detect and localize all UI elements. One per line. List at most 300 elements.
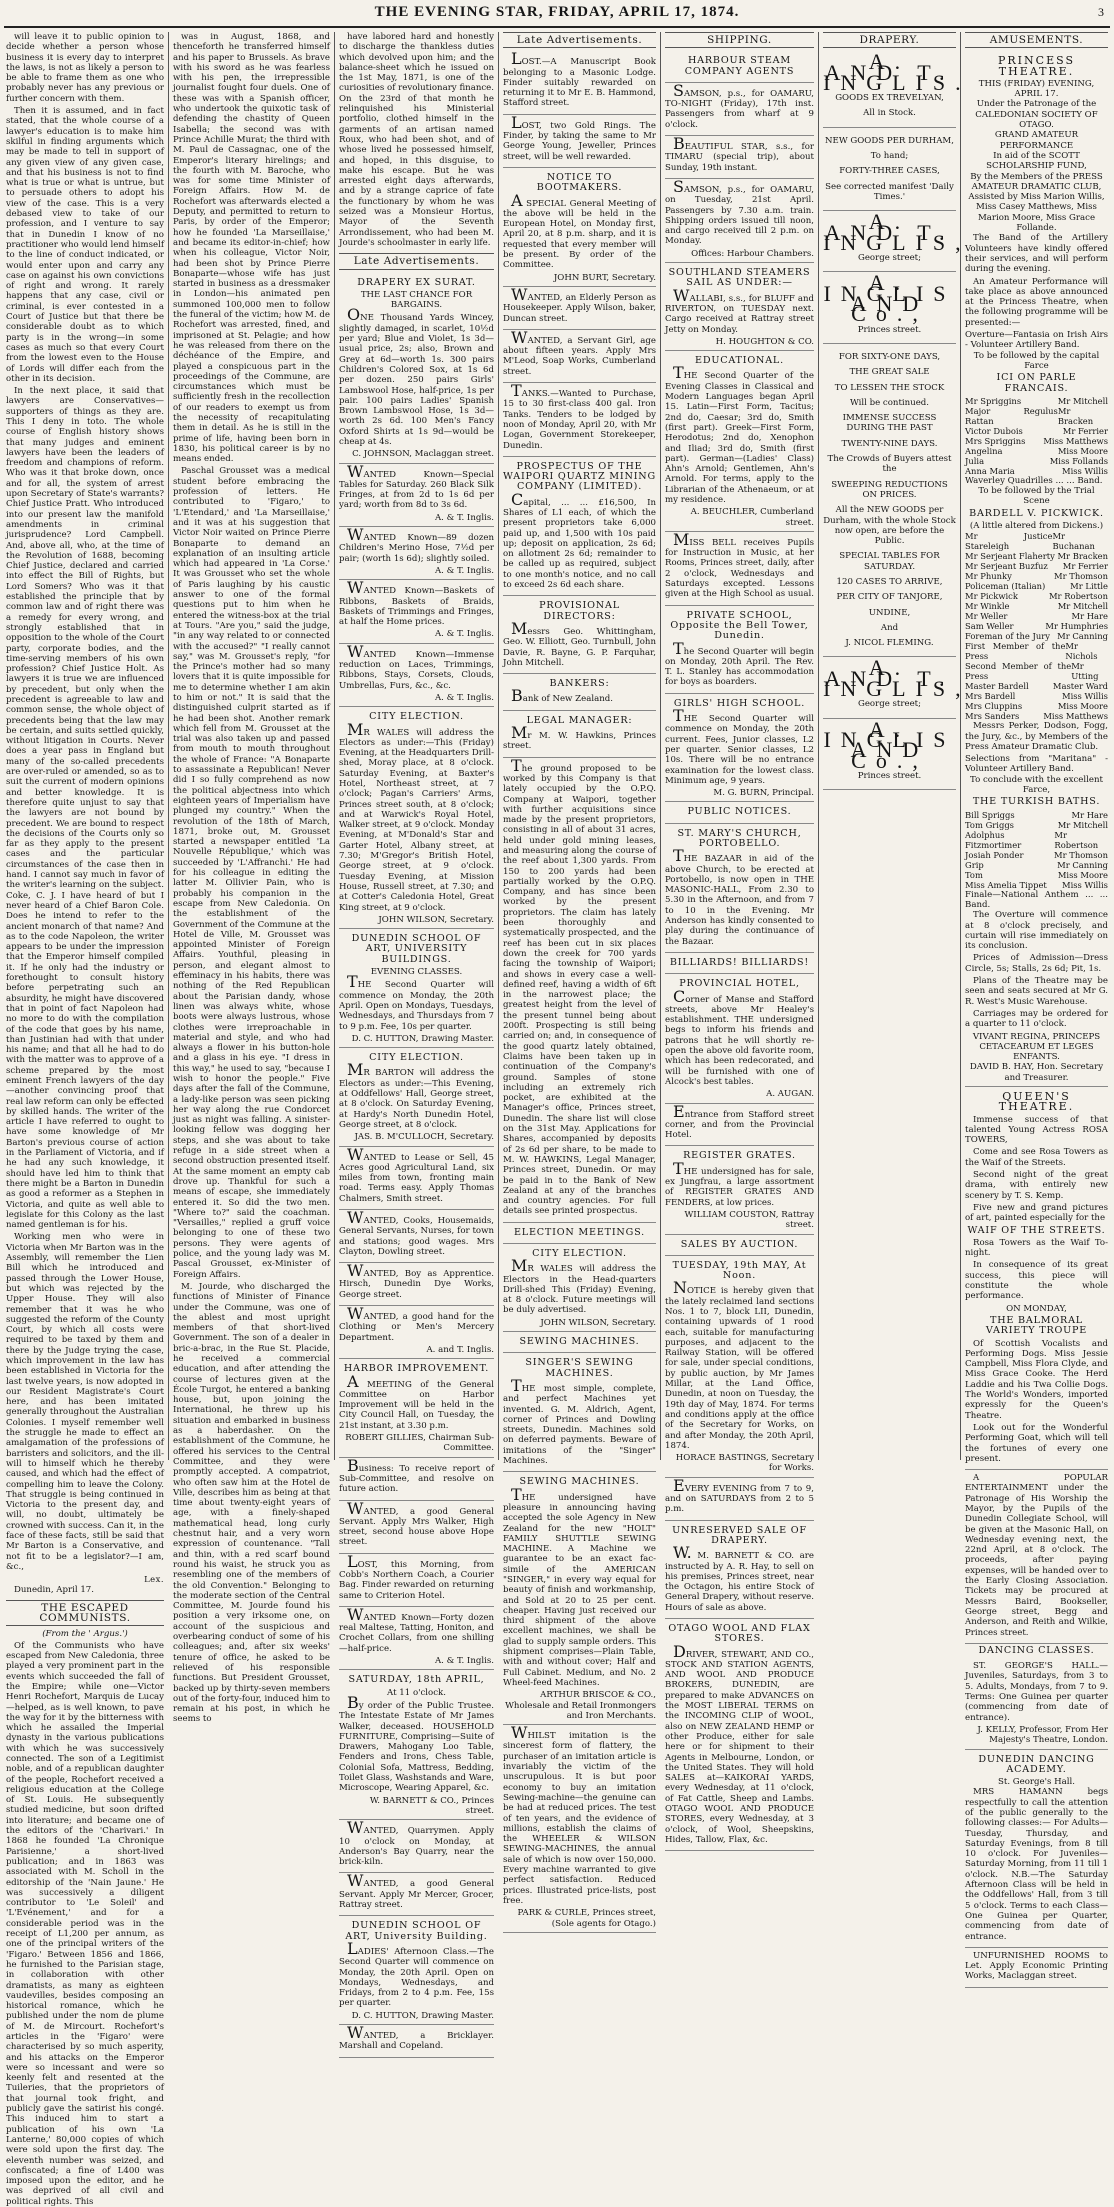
theatre-assisted: Assisted by Miss Marion Willis, Miss Casey Matthews, Miss Marion Moore, Miss Grace Follande. <box>968 192 1105 234</box>
classified-ad <box>665 1619 814 1851</box>
cast-role: Angelina <box>965 445 1003 456</box>
drapery-line: THE GREAT SALE <box>849 367 930 378</box>
drapery-line: 120 CASES TO ARRIVE, <box>836 576 943 587</box>
ad-heading: EDUCATIONAL. <box>695 355 784 367</box>
theatre-patronage: Under the Patronage of the CALEDONIAN SOCIETY OF OTAGO. <box>975 99 1098 131</box>
classified-ad <box>665 1235 814 1256</box>
ad-subheading: EVENING CLASSES. <box>370 967 463 978</box>
theatre-line: Second night of the great drama, with entirely new scenery by T. S. Kemp. <box>965 1170 1108 1201</box>
play-title: BARDELL V. PICKWICK. <box>969 507 1104 519</box>
cast-row <box>965 396 1108 406</box>
ad-body: NOTICE is hereby given that the lately reclaimed land sections Nos. 1 to 7, block LII, Dunedin, containing upwards of 1 rood each, suitable for manufacturing purposes, and adjacent to the Railway Station, will be offered for sale, under special conditions, by public auction, by Mr James Millar, at the Land Office, Dunedin, at noon on Tuesday, the 19th day of May, 1874. For terms and conditions apply at the office of the Secretary for Works, on and after Monday, the 20th April, 1874. <box>665 1278 814 1451</box>
ad-body: Corner of Manse and Stafford streets, above Mr Healey's establishment. THE undersigned begs to inform his friends and patrons that he will shortly re-open the above old favorite room, which has been redecorated, and will be furnished with one of Alcock's best tables. <box>665 986 814 1087</box>
ad-body: WHILST imitation is the sincerest form of flattery, the purchaser of an imitation article is invariably the victim of the unscrupulous. It is but poor economy to buy an imitation Sewing-machine—the genuine can be had at reduced prices. The test of ten years, and the evidence of millions, establish the claims of the WHEELER & WILSON SEWING-MACHINES, the annual sale of which is now over 150,000. Every machine warranted to give perfect satisfaction. Reduced prices. Illustrated price-lists, post free. <box>503 1723 656 1906</box>
ad-body: Entrance from Stafford street corner, and from the Provincial Hotel. <box>665 1101 814 1141</box>
ad-signature: WILLIAM COUSTON, Rattray street. <box>684 1209 814 1231</box>
ad-body: WANTED, Quarrymen. Apply 10 o'clock on Monday, at Anderson's Bay Quarry, near the brick-kiln. <box>339 1818 494 1868</box>
drapery-line: All in Stock. <box>863 108 916 119</box>
section-heading: Late Advertisements. <box>339 253 494 269</box>
ad-heading: REGISTER GRATES. <box>683 1150 796 1162</box>
cast-row <box>965 561 1108 571</box>
ad-heading: SALES BY AUCTION. <box>680 1238 799 1250</box>
ad-signature: HORACE BASTINGS, Secretary for Works. <box>675 1453 814 1474</box>
ad-signature: ARTHUR BRISCOE & CO., Wholesale and Retail Ironmongers and Iron Merchants. <box>505 1690 656 1721</box>
classified-ad <box>665 176 814 263</box>
cast-actor: Miss Matthews <box>1043 435 1108 446</box>
classified-ad <box>339 1048 494 1146</box>
ad-heading: SOUTHLAND STEAMERS SAIL AS UNDER:— <box>668 267 811 289</box>
ad-body: ONE Thousand Yards Wincey, slightly damaged, in scarlet, 10½d per yard; Blue and Violet, 1s 3d—usual price, 2s; also, Brown and Grey at 6d—worth 1s. 300 pairs Children's Colored Sox, at 1s 6d per dozen. 250 pairs Girls' Lambswool Hose, half-price, 1s per pair. 100 pairs Ladies' Spanish Brown Lambswool Hose, 1s 3d—worth 2s 6d. 100 Men's Fancy Oxford Shirts at 1s 9d—would be cheap at 4s. <box>339 305 494 447</box>
theatre-line: Look out for the Wonderful Performing Goat, which will tell the fortunes of every one present. <box>965 1422 1108 1464</box>
cast-row <box>965 611 1108 621</box>
ad-subheading: THE LAST CHANCE FOR BARGAINS. <box>360 289 473 311</box>
drapery-line: George street; <box>857 699 922 710</box>
classified-ad <box>339 527 494 580</box>
column-rule <box>660 32 661 1460</box>
cast-actor: Mr Nichols <box>1065 641 1098 662</box>
ad-heading: CITY ELECTION. <box>532 1247 627 1259</box>
ad-heading: SINGER'S SEWING MACHINES. <box>525 1357 634 1379</box>
drapery-line: TWENTY-NINE DAYS. <box>841 438 938 449</box>
programme-intro: To be followed by the capital Farce <box>973 350 1100 371</box>
drapery-block <box>823 209 971 272</box>
ad-body: WANTED Known—Immense reduction on Laces, Trimmings, Ribbons, Stays, Corsets, Clouds, Umbrellas, Furs, &c., &c. <box>339 641 494 691</box>
cast-role: Mrs Spriggins <box>965 435 1026 446</box>
theatre-motto: VIVANT REGINA, PRINCEPS CETACEARUM ET LEGES ENFANTS. <box>972 1031 1101 1063</box>
cast-role: Josiah Ponder <box>965 849 1024 860</box>
classified-ad <box>665 1146 814 1234</box>
ad-list <box>503 51 656 1933</box>
ad-body: THE Second Quarter of the Evening Classes in Classical and Modern Languages began April 15. Latin—First Form, Tacitus; 2nd do, Caesar; 3rd do, Smith (first part). Greek—First Form, Herodotus; 2nd do, Xenophon and Iliad; 3rd do, Smith (first part). German—(Ladies' Class) Ahn's Arnold; Gentlemen, Ahn's Arnold. For terms, apply to the Librarian of the Athenaeum, or at my residence. <box>665 363 814 505</box>
theatre-note: Carriages may be ordered for a quarter to 11 o'clock. <box>965 1008 1108 1030</box>
theatre-note: The Band of the Artillery Volunteers have kindly offered their services, and will perform during the evening. <box>965 233 1108 275</box>
cast-role: Mrs Cluppins <box>965 701 1023 712</box>
column-1 <box>6 32 164 2207</box>
play-subtitle: (A little altered from Dickens.) <box>969 520 1104 531</box>
drapery-block <box>823 128 956 211</box>
ad-heading: CITY ELECTION. <box>369 1052 464 1064</box>
ad-heading: BILLIARDS! BILLIARDS! <box>669 956 810 968</box>
masthead <box>4 2 1110 28</box>
theatre-line: Of Scottish Vocalists and Performing Dogs. Miss Jessie Campbell, Miss Flora Clyde, and Miss Grace Cooke. The Herd Laddie and his Twa Collie Dogs. The World's Wonders, imported expressly for the Queen's Theatre. <box>965 1338 1108 1421</box>
cast-actor: Mr Thomson <box>1054 571 1108 582</box>
ad-heading: ELECTION MEETINGS. <box>514 1226 645 1238</box>
cast-role: Adolphus Fitzmortimer <box>965 829 1022 850</box>
cast-row <box>965 641 1108 661</box>
drapery-line: NEW GOODS PER DURHAM, <box>825 135 954 146</box>
cast-role: Master Bardell <box>965 681 1029 692</box>
cast-actor: Mr Mitchell <box>1057 395 1108 406</box>
cast-role: Second Member of the Press <box>965 661 1072 682</box>
cast-row <box>965 436 1108 446</box>
article-paragraph: Working men who were in Victoria when Mr Barton was in the Assembly, will remember the Lien Bill which he introduced and passed through the Lower House, but which was rejected by the Upper House. They will also remember that it was he who suggested the reform of the County Court, by which all costs were required to be taxed by them and there by the Judge trying the case, which improvement in the law has been established in Victoria for the last twelve years, is now adopted in our Resident Magistrate's Court here, and has been imitated generally throughout the Australian Colonies. I myself remember well the struggle he made to effect an amalgamation of the professions of barristers and solicitors, and the ill-will to himself which he thereby caused, and which had the effect of compelling him to leave the Colony. That struggle is being continued in Victoria to the present day, and will, no doubt, ultimately be crowned with success. Can it, in the face of these facts, still be said that Mr Barton is a Conservative, and not fit to be a legislator?—I am, &c., <box>6 1232 164 1572</box>
ad-body: WANTED, a Servant Girl, age about fifteen years. Apply Mrs M'Leod, Soap Works, Cumberland street. <box>503 327 656 377</box>
theatre-line: In consequence of its great success, this piece will constitute the whole performance. <box>965 1260 1108 1302</box>
cast-actor: Mr Thomson <box>1054 849 1108 860</box>
cast-actor: Mr Bracken <box>1057 551 1108 562</box>
cast-actor: Mr Little <box>1070 581 1108 592</box>
classified-ad <box>339 1873 494 1916</box>
classified-ad <box>665 694 814 803</box>
cast-role: Major Regulus Rattan <box>965 405 1058 426</box>
cast-role: Tom Griggs <box>965 819 1014 830</box>
ad-body: WALLABI, s.s., for BLUFF and RIVERTON, on TUESDAY next. Cargo received at Rattray street Jetty on Monday. <box>665 285 814 335</box>
ad-body: UNFURNISHED ROOMS to Let. Apply Economic Printing Works, Maclaggan street. <box>965 1950 1108 1982</box>
ad-body: WANTED, a Bricklayer. Marshall and Copeland. <box>339 2022 494 2052</box>
ad-list <box>339 273 494 2058</box>
cast-row <box>965 591 1108 601</box>
theatre-title: PRINCESS THEATRE. <box>998 54 1075 78</box>
ad-body: BEAUTIFUL STAR, s.s., for TIMARU (special trip), about Sunday, 19th instant. <box>665 134 814 173</box>
cast-actor: Mr Ferrier <box>1062 561 1108 572</box>
cast-list <box>965 810 1108 890</box>
ad-signature: JOHN WILSON, Secretary. <box>378 914 494 925</box>
drapery-line: J. NICOL FLEMING. <box>845 638 934 649</box>
cast-actor: Mr Canning <box>1057 631 1108 642</box>
ad-body: WANTED, a good General Servant. Apply Mr Mercer, Grocer, Rattray street. <box>339 1871 494 1911</box>
ad-signature: A. & T. Inglis. <box>434 1656 494 1667</box>
ad-body: THE Second Quarter will commence on Monday, the 20th April. Open on Mondays, Tuesdays, Wednesdays, and Thursdays from 7 to 9 p.m. Fee, 10s per quarter. <box>339 972 494 1032</box>
classified-ad <box>665 1101 814 1147</box>
programme-item: Overture—Fantasia on Irish Airs - Volunteer Artillery Band. <box>965 330 1108 351</box>
cast-role: Mrs Bardell <box>965 691 1016 702</box>
classified-ad <box>339 641 494 707</box>
classified-ad <box>339 1498 494 1554</box>
ad-body: DRIVER, STEWART, AND CO., STOCK AND STATION AGENTS, AND WOOL AND PRODUCE BROKERS, DUNEDIN, are prepared to make ADVANCES on the MOST LIBERAL TERMS on the INCOMING CLIP of WOOL, also on NEW ZEALAND HEMP or other Produce, either for sale here or for shipment to their Agents in Melbourne, London, or the United States. They will hold SALES at—KAIKORAI YARDS, every Wednesday, at 11 o'clock, of Fat Cattle, Sheep and Lambs. OTAGO WOOL AND PRODUCE STORES, every Wednesday, at 3 o'clock, of Wool, Sheepskins, Hides, Tallow, Flax, &c. <box>665 1641 814 1845</box>
ad-heading: SEWING MACHINES. <box>519 1336 640 1348</box>
article-paragraph: have labored hard and honestly to discharge the thankless duties which devolved upon him; and the balance-sheet which he issued on the 1st May, 1871, is one of the curiosities of revolutionary finance. On the 23rd of that month he relinquished his Ministerial portfolio, clothed himself in the garments of an artisan named Roux, who had been shot, and of whose lived he possessed himself, and hoped, in this disguise, to make his escape. But he was arrested eight days afterwards, and by a strange caprice of fate the functionary by whom he was seized was a Monsieur Hortus, Mayor of the Seventh Arrondissement, who had been M. Jourde's schoolmaster in early life. <box>339 32 494 248</box>
classified-ad <box>503 1725 656 1933</box>
cast-role: Sam Weller <box>965 621 1014 632</box>
ad-heading: PROSPECTUS OF THE WAIPORI QUARTZ MINING COMPANY (LIMITED). <box>503 460 656 493</box>
programme-item: Waverley Quadrilles ... ... Band. <box>965 475 1103 486</box>
classified-ad <box>503 457 656 597</box>
ad-body: The Second Quarter will begin on Monday, 20th April. The Rev. T. L. Stanley has accommodation for boys as boarders. <box>665 638 814 688</box>
theatre-note: Plans of the Theatre may be seen and seats secured at Mr G. R. West's Music Warehouse. <box>965 976 1108 1007</box>
column-4 <box>503 32 656 1929</box>
theatre-line: Immense success of that talented Young Actress ROSA TOWERS, <box>965 1114 1108 1146</box>
column-rule <box>334 32 335 1460</box>
cast-role: Mrs Sanders <box>965 711 1020 722</box>
drapery-line: Princes street. <box>857 770 922 781</box>
classified-ad <box>339 1820 494 1873</box>
article-heading: THE ESCAPED COMMUNISTS. <box>6 1600 164 1627</box>
cast-row <box>965 711 1108 721</box>
column-rule <box>818 32 819 1460</box>
column-3 <box>339 32 494 2052</box>
ad-body: THE most simple, complete, and perfect Machines yet invented. G. M. Aldrich, Agent, corner of Princes and Dowling streets, Dunedin. Machines sold on deferred payments. Beware of imitations of the "Singer" Machines. <box>503 1375 656 1467</box>
ad-body: WANTED Known—89 dozen Children's Merino Hose, 7½d per pair; (worth 1s 6d); slightly soiled. <box>339 525 494 564</box>
classified-ad <box>339 2022 494 2058</box>
ad-signature: A. & T. Inglis. <box>434 512 494 523</box>
ad-body: MR WALES will address the Electors as under:—This (Friday) Evening, at the Headquarters Drill-shed, Moray place, at 8 o'clock. Saturday Evening, at Baxter's Hotel, Northeast street, at 7 o'clock; Pagan's Carriers' Arms, Princes street south, at 8 o'clock; and at Warwick's Royal Hotel, Walker street, at 9 o'clock. Monday Evening, at M'Donald's Star and Garter Hotel, Albany street, at 7.30; M'Gregor's British Hotel, George street, at 9 o'clock. Tuesday Evening, at Mission House, Russell street, at 7.30; and at Cotter's Caledonia Hotel, Great King street, at 9 o'clock. <box>339 719 494 913</box>
drapery-line: TO LESSEN THE STOCK <box>834 382 945 393</box>
article-paragraph: was in August, 1868, and thenceforth he transferred himself and his paper to Brussels. As brave with his sword as he was fearless with his pen, the irrepressible journalist fought four duels. One of these was with a Spanish officer, who undertook the quixotic task of defending the chastity of Queen Isabella; the second was with Prince Achille Murat; the third with M. Paul de Cassagnac, one of the Emperor's literary hirelings; and the fourth with M. Baroche, who was for some time Minister of Foreign Affairs. How M. de Rochefort was afterwards elected a Deputy, and permitted to return to Paris, by order of the Emperor; how he founded 'La Marseillaise,' and became its editor-in-chief; how when his colleague, Victor Noir, had been shot by Prince Pierre Bonaparte—whose wife has just started in business as a dressmaker in London—his animated pen summoned 100,000 men to follow the funeral of the victim; how M. de Rochefort was arrested, fined, and imprisoned at St. Pelagie; and how he was released from there on the déchéance of the Empire, and played a conspicuous part in the proceedings of the Commune, are circumstances which must be sufficiently fresh in the recollection of our readers to exempt us from the necessity of recapitulating them in detail. As he is still in the prime of life, having been born in 1830, his political career is by no means ended. <box>173 32 330 465</box>
classified-ad <box>339 1306 494 1359</box>
ad-body: Messrs Geo. Whittingham, Geo. W. Elliott, Geo. Turnbull, John Davie, R. Bayne, G. P. Farquhar, John Mitchell. <box>503 618 656 668</box>
cast-role: Mr Phunky <box>965 571 1012 582</box>
cast-actor: Mr Mitchell <box>1057 819 1108 830</box>
column-7 <box>965 32 1108 1982</box>
ad-body: MR BARTON will address the Electors as under:—This Evening, at Oddfellows' Hall, George street, at 8 o'clock. On Saturday Evening, at Hardy's North Dunedin Hotel, George street, at 8 o'clock. <box>339 1060 494 1130</box>
letter-signature: Lex. <box>144 1574 164 1585</box>
classified-ad <box>339 929 494 1048</box>
cast-row <box>965 466 1108 476</box>
drapery-line: FOR SIXTY-ONE DAYS, <box>838 351 941 362</box>
theatre-line: Come and see Rosa Towers as the Waif of the Streets. <box>965 1147 1108 1168</box>
ad-body: WANTED Known—Special Tables for Saturday. 260 Black Silk Fringes, at from 2d to 1s 6d per yard; worth from 8d to 3s 6d. <box>339 461 494 511</box>
classified-ad <box>503 711 656 758</box>
ad-heading: PROVINCIAL HOTEL, <box>679 978 800 990</box>
programme-item: Messrs Perker, Dodson, Fogg, the Jury, &c., by Members of the Press Amateur Dramatic Club. <box>965 721 1108 752</box>
ad-body: WANTED, a good General Servant. Apply Mrs Walker, High street, second house above Hope street. <box>339 1498 494 1548</box>
classified-ad <box>339 273 494 464</box>
drapery-block <box>823 344 956 658</box>
ad-list <box>665 51 814 1851</box>
article-source: (From the ' Argus.') <box>42 1629 128 1640</box>
ad-body: WANTED to Lease or Sell, 45 Acres good Agricultural Land, six miles from town, fronting main road. Terms easy. Apply Thomas Chalmers, Smith street. <box>339 1144 494 1204</box>
ad-signature: JOHN BURT, Secretary. <box>553 272 656 283</box>
classified-ad <box>339 1207 494 1263</box>
ad-body: A MEETING of the General Committee on Harbor Improvement will be held in the City Council Hall, on Tuesday, the 21st instant, at 3.30 p.m. <box>339 1371 494 1431</box>
cast-role: Foreman of the Jury <box>965 631 1051 642</box>
column-5 <box>665 32 814 1845</box>
classified-ad <box>503 1332 656 1353</box>
cast-role: Anna Maria <box>965 465 1015 476</box>
drapery-firm-name: A. AND T. INGLIS, <box>823 655 971 702</box>
classified-ad <box>665 263 814 351</box>
classified-ad <box>503 112 656 168</box>
classified-ad <box>503 284 656 330</box>
ad-signature: DAVID B. HAY, Hon. Secretary and Treasurer. <box>969 1062 1104 1083</box>
cast-actor: Mr Ferrier <box>1062 425 1108 436</box>
ad-signature: A. & T. Inglis. <box>434 692 494 703</box>
article-paragraph: Of the Communists who have escaped from New Caledonia, three played a very prominent part in the events which succeeded the fall of the Empire; while one—Victor Henri Rochefort, Marquis de Lucay—helped, as is well known, to pave the way for it by the bitterness with which he assailed the Imperial dynasty in the various publications with which he was successively connected. The son of a Legitimist noble, and of a republican daughter of the people, Rochefort received a religious education at the College of St. Louis. He subsequently studied medicine, but soon drifted into literature; and became one of the editors of the 'Charivari.' In 1868 he founded 'La Chronique Parisienne,' a short-lived publication; and in 1863 was associated with M. Scholl in the editorship of the 'Nain Jaune.' He was successively a diligent contributor to 'Le Soleil' and 'L'Evénement,' and for a considerable period was in the receipt of L1,200 per annum, as one of the principal writers of the 'Figaro.' Between 1856 and 1866, he furnished to the Parisian stage, in collaboration with other dramatists, as many as eighteen vaudevilles, besides composing an historical romance, which he published under the nom de plume of M. de Mircourt. Rochefort's articles in the 'Figaro' were characterised by so much asperity, and his attacks on the Emperor were so incessant and were so keenly felt and resented at the Tuileries, that the proprietors of that journal took fright, and publicly gave the satirist his congé. This induced him to start a publication of his own 'La Lanterne,' 80,000 copies of which were sold upon the first day. The eleventh number was seized, and confiscated; a fine of L400 was imposed upon the editor, and he was deprived of all civil and political rights. This <box>6 1640 164 2207</box>
classified-ad <box>339 580 494 643</box>
ad-body: THE undersigned has for sale, ex Jungfrau, a large assortment of REGISTER GRATES AND FENDERS, at low prices. <box>665 1158 814 1208</box>
ad-body: MISS BELL receives Pupils for Instruction in Music, at her Rooms, Princes street, daily, after 2 o'clock, Wednesdays and Saturdays excepted. Lessons given at the High School as usual. <box>665 529 814 600</box>
ad-signature: C. JOHNSON, Maclaggan street. <box>352 449 494 460</box>
classified-ad <box>339 1263 494 1306</box>
cast-row <box>965 681 1108 691</box>
cast-row <box>965 870 1108 880</box>
ad-signature: ROBERT GILLIES, Chairman Sub-Committee. <box>345 1433 494 1454</box>
ad-body: W. M. BARNETT & CO. are instructed by A. R. Hay, to sell on his premises, Princes street, near the Octagon, his entire Stock of General Drapery, without reserve. Hours of sale as above. <box>665 1543 814 1613</box>
classified-ad <box>503 327 656 383</box>
theatre-aid: In aid of the SCOTT SCHOLARSHIP FUND, <box>986 150 1087 172</box>
cast-row <box>965 810 1108 820</box>
ad-heading: DUNEDIN SCHOOL OF ART, University Building. <box>345 1920 488 1942</box>
dancing-academy-ad <box>965 1750 1108 1948</box>
classified-ad <box>339 1455 494 1501</box>
ad-heading: PRIVATE SCHOOL, Opposite the Bell Tower, Dunedin. <box>670 609 809 642</box>
classified-ad <box>503 1353 656 1472</box>
ad-body: A POPULAR ENTERTAINMENT under the Patronage of His Worship the Mayor, by the Pupils of the Dunedin Collegiate School, will be given at the Masonic Hall, on Wednesday evening next, the 22nd April, at 8 o'clock. The proceeds, after paying expenses, will be handed over to the Early Closing Association. Tickets may be procured at Messrs Baird, Bookseller, George street, Begg and Anderson, and Reith and Wilkie, Princes street. <box>965 1473 1108 1638</box>
article-paragraph: Then it is assumed, and in fact stated, that the whole course of a lawyer's education is to make him skilful in finding arguments which may be made to tell in support of any given view of any given case, and that his business is not to find what is true or what is untrue, but to persuade others to adopt his view of the case. This is a very debased view to take of our profession, and I venture to say that in Dunedin I know of no practitioner who would lend himself to the line of conduct indicated, or would enter upon and carry any case on against his own convictions of right and wrong. It rarely happens that any case, civil or criminal, is ever contested in a Court of Justice but that there be considerable doubt as to which party is in the wrong—in some cases as much so that every Court from the lowest even to the House of Lords will differ each from the other in its decision. <box>6 106 164 384</box>
classified-ad <box>665 824 814 953</box>
play-title: THE TURKISH BATHS. <box>972 796 1101 808</box>
classified-ad <box>665 974 814 1103</box>
theatre-line: ON MONDAY, <box>1006 1303 1067 1314</box>
ad-signature: JOHN WILSON, Secretary. <box>540 1317 656 1328</box>
masthead-title: THE EVENING STAR, FRIDAY, APRIL 17, 1874. <box>374 4 740 20</box>
drapery-line: And <box>880 622 899 633</box>
cast-actor: Miss Willis <box>1062 691 1108 702</box>
entertainment-ad <box>965 1470 1108 1644</box>
column-2 <box>173 32 330 1725</box>
theatre-ad <box>965 1087 1108 1470</box>
ad-heading: DANCING CLASSES. <box>978 1644 1095 1656</box>
cast-actor: Mr Robertson <box>1048 591 1108 602</box>
cast-actor: Mr Mitchell <box>1057 601 1108 612</box>
cast-actor: Mr Canning <box>1057 859 1108 870</box>
ad-signature: PARK & CURLE, Princes street, (Sole agents for Otago.) <box>517 1908 656 1929</box>
classified-ad <box>503 1223 656 1244</box>
ad-subheading: At 11 o'clock. <box>387 1687 446 1698</box>
cast-row <box>965 456 1108 466</box>
ad-body: TANKS.—Wanted to Purchase, 15 to 30 first-class 400 gal. Iron Tanks. Tenders to be lodged by noon of Monday, April 20, with Mr Logan, Government Storekeeper, Dunedin. <box>503 381 656 451</box>
drapery-line: See corrected manifest 'Daily Times.' <box>825 181 954 202</box>
ad-body: The ground proposed to be worked by this Company is that lately occupied by the O.P.Q. Company at Waipori, together with further acquisitions since made by the present proprietors, consisting in all of about 31 acres, held under gold mining leases, and measuring along the course of the reef about 1,300 yards. From 150 to 200 yards had been partially worked by the O.P.Q. Company, and has since been worked by the present proprietors. The claim has lately been thoroughly and systematically prospected, and the reef has been cut in six places down the creek for 700 yards facing the township of Waipori; and shows in every case a well-defined reef, having a width of 6ft in the narrowest place; the greatest height from the level of the present tunnel being about 200ft. Prospecting is still being carried on; and, in consequence of the good quartz lately obtained, Claims have been taken up in continuation of the Company's ground. Samples of stone including an extremely rich pocket, are exhibited at the Manager's office, Princes street, Dunedin. The share list will close on the 31st May. Applications for Shares, accompanied by deposits of 2s 6d per share, to be made to M. W. HAWKINS, Legal Manager, Princes street, Dunedin. Or may be paid in to the Bank of New Zealand at any of the branches and country agencies. For full details see printed prospectus. <box>503 755 656 1217</box>
ad-heading: HARBOR IMPROVEMENT. <box>343 1363 490 1375</box>
theatre-ad <box>965 51 1108 1087</box>
cast-list <box>965 531 1108 721</box>
ad-body: Bank of New Zealand. <box>511 686 613 706</box>
drapery-block <box>823 716 956 790</box>
classified-ad <box>339 1604 494 1670</box>
classified-ad <box>339 1144 494 1210</box>
ad-body: WANTED, Cooks, Housemaids, General Servants, Nurses, for town and stations; good wages. Mrs Clayton, Dowling street. <box>339 1207 494 1257</box>
play-title: ICI ON PARLE FRANCAIS. <box>996 372 1077 394</box>
drapery-block <box>823 49 971 127</box>
ad-body: LOST, this Morning, from Cobb's Northern Coach, a Courier Bag. Finder rewarded on returning same to Criterion Hotel. <box>339 1551 494 1601</box>
cast-role: Policeman (Italian) <box>965 581 1046 592</box>
cast-row <box>965 631 1108 641</box>
cast-row <box>965 406 1108 426</box>
ad-signature: Offices: Harbour Chambers. <box>691 248 814 259</box>
classified-ad <box>665 136 814 179</box>
cast-role: Miss Amelia Tippet <box>965 879 1047 890</box>
ad-signature: D. C. HUTTON, Drawing Master. <box>351 2010 494 2021</box>
cast-row <box>965 691 1108 701</box>
ad-signature: W. BARNETT & CO., Princes street. <box>369 1795 494 1816</box>
ad-body: Capital, ... ... £16,500, In Shares of L1 each, of which the present proprietors take 6,000 paid up, and 1,500 with 10s paid up; deposit on application, 2s 6d; on allotment 2s 6d; remainder to be called up as required, subject to one month's notice, and no call to exceed 2s 6d each share. <box>503 489 656 591</box>
drapery-line: All the NEW GOODS per Durham, with the whole Stock now open, are before the Public. <box>823 505 956 547</box>
theatre-date: THIS (FRIDAY) EVENING, APRIL 17. <box>978 78 1095 100</box>
ad-heading: ST. MARY'S CHURCH, PORTOBELLO. <box>677 827 802 849</box>
column-rule <box>168 32 169 1460</box>
theatre-by: By the Members of the PRESS AMATEUR DRAMATIC CLUB, <box>970 171 1103 192</box>
cast-actor: Mr Humphries <box>1045 621 1108 632</box>
drapery-line: George street; <box>857 253 922 264</box>
column-6 <box>823 32 971 1460</box>
drapery-firm-name: A. AND T. INGLIS, <box>823 209 971 255</box>
cast-role: Mr Serjeant Flaherty <box>965 551 1055 562</box>
ad-body: Mr M. W. Hawkins, Princes street. <box>503 723 656 752</box>
cast-actor: Mr Buchanan <box>1052 531 1095 552</box>
ad-heading: SATURDAY, 18th APRIL, <box>348 1674 485 1686</box>
drapery-block <box>823 655 971 718</box>
ad-heading: CITY ELECTION. <box>369 711 464 723</box>
ad-body: Business: To receive report of Sub-Committee, and resolve on future action. <box>339 1455 494 1495</box>
drapery-line: Will be continued. <box>849 397 930 408</box>
classified-ad <box>503 383 656 457</box>
cast-actor: Mr Hare <box>1071 809 1108 820</box>
cast-role: First Member of the Press <box>965 641 1066 662</box>
section-heading: DRAPERY. <box>823 32 956 48</box>
cast-row <box>965 621 1108 631</box>
ad-body: WANTED, a good hand for the Clothing or Men's Mercery Department. <box>339 1304 494 1343</box>
cast-actor: Mr Robertson <box>1054 829 1099 850</box>
cast-role: Bill Spriggs <box>965 809 1015 820</box>
ad-heading: BANKERS: <box>549 678 610 690</box>
ad-signature: H. HOUGHTON & CO. <box>715 336 814 347</box>
cast-actor: Miss Willis <box>1062 879 1108 890</box>
ad-heading: UNRESERVED SALE OF DRAPERY. <box>672 1524 807 1546</box>
programme-intro: To conclude with the excellent Farce, <box>970 774 1103 796</box>
ad-body: WANTED Known—Forty dozen real Maltese, Tatting, Honiton, and Crochet Collars, from one shilling—half-price. <box>339 1604 494 1654</box>
cast-role: Mr Winkle <box>965 601 1010 612</box>
drapery-line: The Crowds of Buyers attest the <box>827 454 952 475</box>
drapery-firm-name: A. AND T. INGLIS. <box>823 49 971 95</box>
theatre-line: Five new and grand pictures of art, painted especially for the <box>965 1202 1108 1224</box>
ad-heading: GIRLS' HIGH SCHOOL. <box>673 697 806 709</box>
drapery-line: PER CITY OF TANJORE, <box>836 592 943 603</box>
classified-ad <box>339 1551 494 1607</box>
classified-ad <box>665 529 814 606</box>
classified-ad <box>503 755 656 1223</box>
classified-ad <box>503 674 656 711</box>
classified-ad <box>665 1475 814 1521</box>
drapery-line: GOODS EX TREVELYAN, <box>835 93 944 104</box>
classified-ad <box>339 1916 494 2025</box>
cast-role: Mr Spriggins <box>965 395 1022 406</box>
cast-actor: Mr Bracken <box>1057 405 1094 426</box>
ad-heading: DUNEDIN DANCING ACADEMY. <box>978 1753 1095 1775</box>
cast-row <box>965 571 1108 581</box>
ad-body: By order of the Public Trustee. The Intestate Estate of Mr James Walker, deceased. HOUSEHOLD FURNITURE, Comprising—Suite of Drawers, Mahogany Loo Table, Fenders and Irons, Chess Table, Colonial Sofa, Mattress, Bedding, Toilet Glass, Washstands and Ware, Microscope, Wearing Apparel, &c. <box>339 1692 494 1794</box>
ad-signature: A. & T. Inglis. <box>434 565 494 576</box>
classified-ad <box>665 802 814 823</box>
cast-role: Mr Weller <box>965 611 1008 622</box>
classified-ad <box>339 1359 494 1457</box>
cast-actor: Miss Matthews <box>1043 711 1108 722</box>
ad-body: WANTED, an Elderly Person as Housekeeper. Apply Wilson, baker, Duncan street. <box>503 284 656 324</box>
drapery-firm-name: A. INGLIS AND Co., <box>823 716 956 773</box>
cast-row <box>965 601 1108 611</box>
cast-row <box>965 860 1108 870</box>
ad-body: LADIES' Afternoon Class.—The Second Quarter will commence on Monday, the 20th April. Open on Mondays, Wednesdays, and Fridays, from 2 to 4 p.m. Fee, 15s per quarter. <box>339 1938 494 2009</box>
ad-body: WANTED, Boy as Apprentice. Hirsch, Dunedin Dye Works, George street. <box>339 1261 494 1300</box>
article-paragraph: will leave it to public opinion to decide whether a person whose business it is every day to interpret the laws, is not as likely a person to be able to frame them as one who probably never has any previous or further concern with them. <box>6 32 164 104</box>
ad-body: THE Second Quarter will commence on Monday, the 20th current. Fees, Junior classes, L2 per quarter. Senior classes, L2 10s. There will be no entrance examination for the lowest class. Minimum age, 9 years. <box>665 706 814 786</box>
ad-body: MR WALES will address the Electors in the Head-quarters Drill-shed This (Friday) Evening, at 8 o'clock. Future meetings will be duly advertised. <box>503 1256 656 1316</box>
cast-role: Julia <box>965 455 985 466</box>
classified-ad <box>503 168 656 287</box>
ad-signature: J. KELLY, Professor, From Her Majesty's Theatre, London. <box>977 1724 1108 1746</box>
ad-heading: DUNEDIN SCHOOL OF ART, UNIVERSITY BUILDINGS. <box>351 933 482 965</box>
drapery-line: To hand; <box>870 151 909 162</box>
ad-body: ST. GEORGE'S HALL.—Juveniles, Saturdays, from 3 to 5. Adults, Mondays, from 7 to 9. Terms: One Guinea per quarter (commencing from date of entrance). <box>965 1661 1108 1723</box>
section-heading: AMUSEMENTS. <box>965 32 1108 48</box>
ad-subheading: St. George's Hall. <box>998 1777 1075 1788</box>
ad-heading: SEWING MACHINES. <box>519 1476 640 1488</box>
cast-row <box>965 850 1108 860</box>
programme-intro: To be followed by the Trial Scene <box>978 486 1095 507</box>
article-paragraph: In the next place, it said that lawyers are Conservatives—supporters of things as they are. This I deny in toto. The whole course of English history shows that many judges and eminent lawyers have been the leaders of freedom and champions of reform. Who was it that broke down, once and for all, the system of arrest upon Secretary of State's warrants? Chief Justice Pratt. Who introduced into our present law the manifold amendments in criminal jurisprudence? Lord Campbell. And, above all, who, at the time of the Revolution of 1688, becoming Chief Justice, declared and carried into effect the Bill of Rights, but Lord Somers? Who was it that established the principle that by common law and of right there was a remedy for every wrong, and strongly established that in opposition to the whole of the Court party, corporate bodies, and the time-serving members of his own profession? Chief Justice Holt. As lawyers it is true we are influenced by precedent, but only when the precedent is agreeable to law and common sense, the whole object of precedents being that the law may be certain, and suits settled quickly, without litigation in Courts. Never does a year pass in England but many of the so-called precedents are over-ruled or amended, so as to suit the current of modern opinions and better knowledge. It is therefore quite unjust to say that the lawyers are not bound by precedent. We are bound to respect the decisions of the Courts only so far as they apply to the present cases and the particular circumstances of the case then in hand. I cannot say much in favor of the writer's learning on the subject. Coke, C. J. I have heard of but I never heard of a Chief Baron Cole. Does he intend to refer to the ancient monarch of that name? And as to the code Napoleon, the writer appears to be under the impression that the Emperor himself compiled it. If he only had the industry or forethought to consult history before perpetrating such an absurdity, he might have discovered that in point of fact Napoleon had no more to do with the compilation of the code that goes by his name, than Justinian had with that under his name; and that all he had to do with the matter was to approve of a scheme prepared by the most eminent French lawyers of the day—another convincing proof that real law reform can only be effected by skilled hands. The writer of the article I have referred to ought to have some knowledge of Mr Barton's previous course of action in the Parliament of Victoria, and if he had any such knowledge, it should have led him to think that there might be a Barton in Dunedin as good a reformer as a Stephen in Victoria, and quite as well able to legislate for this Colony as the last named gentleman is for his. <box>6 386 164 1231</box>
theatre-line: WAIF OF THE STREETS. <box>967 1224 1106 1236</box>
theatre-note: The Overture will commence at 8 o'clock precisely, and curtain will rise immediately on its conclusion. <box>965 910 1108 952</box>
